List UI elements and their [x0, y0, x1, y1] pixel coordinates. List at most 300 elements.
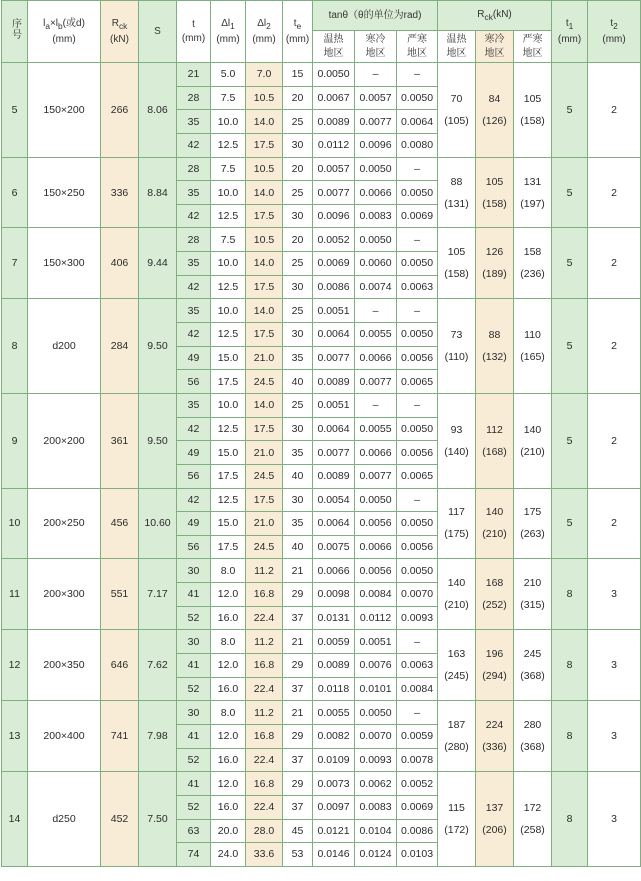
- rck-limit-value: (210): [482, 528, 507, 541]
- delta-l2-value: 24.5: [246, 535, 283, 559]
- t-value: 49: [177, 441, 211, 465]
- t-value: 63: [177, 819, 211, 843]
- delta-l1-value: 7.5: [211, 157, 246, 181]
- delta-l2-value: 10.5: [246, 157, 283, 181]
- tan-warm-value: 0.0064: [313, 323, 355, 347]
- tan-severe-value: 0.0050: [397, 559, 438, 583]
- rck-warm-value: [438, 393, 476, 488]
- te-value: 35: [283, 441, 313, 465]
- delta-l2-value: 21.0: [246, 346, 283, 370]
- tan-cold-value: 0.0066: [355, 535, 397, 559]
- size-value: 150×250: [28, 157, 101, 228]
- t2-value: 3: [588, 630, 641, 701]
- tan-severe-value: 0.0052: [397, 772, 438, 796]
- delta-l2-value: 14.0: [246, 393, 283, 417]
- delta-l1-value: 12.0: [211, 654, 246, 678]
- header-seq: 序号: [2, 1, 28, 63]
- rck-value: 741: [101, 701, 139, 772]
- t1-value: 5: [552, 228, 588, 299]
- rck-cold-value: [476, 157, 514, 228]
- row-number: 8: [2, 299, 28, 394]
- tan-warm-value: 0.0089: [313, 370, 355, 394]
- te-value: 35: [283, 346, 313, 370]
- header-size: $l_a\times l_b$(或d) (mm): [28, 1, 101, 63]
- rck-value: 406: [101, 228, 139, 299]
- te-value: 37: [283, 606, 313, 630]
- tan-warm-value: 0.0077: [313, 346, 355, 370]
- tan-cold-value: 0.0066: [355, 346, 397, 370]
- delta-l2-value: 22.4: [246, 748, 283, 772]
- s-value: 10.60: [139, 488, 177, 559]
- rck-design-value: 84: [488, 92, 501, 105]
- delta-l1-value: 8.0: [211, 701, 246, 725]
- delta-l1-value: 17.5: [211, 370, 246, 394]
- t-value: 41: [177, 772, 211, 796]
- rck-design-value: 105: [447, 246, 466, 259]
- rck-limit-value: (280): [444, 741, 469, 754]
- tan-severe-value: –: [397, 299, 438, 323]
- te-value: 25: [283, 252, 313, 276]
- tan-cold-value: 0.0083: [355, 204, 397, 228]
- tan-cold-value: 0.0124: [355, 843, 397, 867]
- size-value: 200×300: [28, 559, 101, 630]
- t-value: 52: [177, 748, 211, 772]
- s-value: 9.44: [139, 228, 177, 299]
- tan-warm-value: 0.0051: [313, 299, 355, 323]
- t2-value: 2: [588, 299, 641, 394]
- te-value: 37: [283, 748, 313, 772]
- delta-l1-value: 7.5: [211, 228, 246, 252]
- rck-limit-value: (110): [444, 351, 469, 364]
- header-rck: $R_{ck}$ (kN): [101, 1, 139, 63]
- delta-l2-value: 24.5: [246, 370, 283, 394]
- header-t2: $t_2$ (mm): [588, 1, 641, 63]
- tan-severe-value: –: [397, 63, 438, 87]
- delta-l1-value: 16.0: [211, 606, 246, 630]
- te-value: 25: [283, 110, 313, 134]
- header-delta-l2: $\Delta l_2$ (mm): [246, 1, 283, 63]
- tan-warm-value: 0.0109: [313, 748, 355, 772]
- tan-cold-value: 0.0050: [355, 228, 397, 252]
- tan-warm-value: 0.0077: [313, 181, 355, 205]
- te-value: 29: [283, 772, 313, 796]
- tan-severe-value: 0.0056: [397, 346, 438, 370]
- rck-design-value: 168: [485, 577, 504, 590]
- tan-severe-value: 0.0063: [397, 654, 438, 678]
- tan-warm-value: 0.0096: [313, 204, 355, 228]
- row-number: 13: [2, 701, 28, 772]
- delta-l1-value: 15.0: [211, 512, 246, 536]
- size-value: 150×200: [28, 63, 101, 158]
- rck-design-value: 210: [523, 577, 542, 590]
- tan-severe-value: 0.0069: [397, 795, 438, 819]
- tan-severe-value: –: [397, 630, 438, 654]
- te-value: 37: [283, 795, 313, 819]
- t-value: 41: [177, 724, 211, 748]
- size-value: 200×400: [28, 701, 101, 772]
- rck-cold-value: [476, 228, 514, 299]
- rck-design-value: 163: [447, 648, 466, 661]
- te-value: 40: [283, 464, 313, 488]
- delta-l2-value: 22.4: [246, 795, 283, 819]
- t2-value: 3: [588, 559, 641, 630]
- rck-design-value: 187: [447, 719, 466, 732]
- t-value: 30: [177, 559, 211, 583]
- header-rck-cold: 寒冷 地区: [476, 31, 514, 63]
- t-value: 74: [177, 843, 211, 867]
- delta-l2-value: 17.5: [246, 488, 283, 512]
- te-value: 25: [283, 181, 313, 205]
- tan-cold-value: 0.0056: [355, 512, 397, 536]
- table-row: [2, 772, 641, 796]
- table-row: [2, 559, 641, 583]
- t-value: 35: [177, 393, 211, 417]
- tan-cold-value: 0.0055: [355, 417, 397, 441]
- rck-design-value: 110: [524, 329, 541, 342]
- tan-warm-value: 0.0075: [313, 535, 355, 559]
- rck-design-value: 140: [485, 506, 504, 519]
- tan-severe-value: 0.0050: [397, 252, 438, 276]
- delta-l2-value: 17.5: [246, 323, 283, 347]
- tan-warm-value: 0.0112: [313, 133, 355, 157]
- delta-l2-value: 22.4: [246, 677, 283, 701]
- s-value: 7.62: [139, 630, 177, 701]
- tan-cold-value: 0.0077: [355, 370, 397, 394]
- tan-severe-value: 0.0063: [397, 275, 438, 299]
- table-row: [2, 157, 641, 181]
- delta-l1-value: 12.0: [211, 772, 246, 796]
- rck-severe-value: [514, 228, 552, 299]
- rck-limit-value: (252): [482, 599, 507, 612]
- delta-l2-value: 7.0: [246, 63, 283, 87]
- delta-l1-value: 16.0: [211, 748, 246, 772]
- rck-limit-value: (126): [482, 114, 507, 127]
- rck-limit-value: (368): [520, 670, 545, 683]
- tan-cold-value: –: [355, 63, 397, 87]
- tan-cold-value: 0.0083: [355, 795, 397, 819]
- tan-warm-value: 0.0118: [313, 677, 355, 701]
- t2-value: 2: [588, 393, 641, 488]
- t-value: 56: [177, 464, 211, 488]
- rck-limit-value: (294): [482, 670, 507, 683]
- delta-l2-value: 16.8: [246, 772, 283, 796]
- t1-value: 5: [552, 393, 588, 488]
- t-value: 30: [177, 701, 211, 725]
- tan-severe-value: 0.0065: [397, 370, 438, 394]
- delta-l1-value: 17.5: [211, 464, 246, 488]
- table-row: [2, 701, 641, 725]
- rck-design-value: 93: [450, 423, 463, 436]
- header-rck-warm: 温热 地区: [438, 31, 476, 63]
- delta-l2-value: 16.8: [246, 654, 283, 678]
- t2-value: 2: [588, 157, 641, 228]
- delta-l1-value: 12.5: [211, 275, 246, 299]
- s-value: 7.98: [139, 701, 177, 772]
- t-value: 35: [177, 252, 211, 276]
- table-body: [2, 63, 641, 867]
- te-value: 30: [283, 133, 313, 157]
- delta-l2-value: 11.2: [246, 559, 283, 583]
- header-s: S: [139, 1, 177, 63]
- t-value: 21: [177, 63, 211, 87]
- row-number: 14: [2, 772, 28, 867]
- header-tan-group: tanθ（θ的单位为rad): [313, 1, 438, 31]
- s-value: 9.50: [139, 299, 177, 394]
- tan-severe-value: –: [397, 701, 438, 725]
- tan-severe-value: 0.0070: [397, 583, 438, 607]
- t2-value: 2: [588, 228, 641, 299]
- rck-cold-value: [476, 559, 514, 630]
- te-value: 15: [283, 63, 313, 87]
- delta-l2-value: 21.0: [246, 512, 283, 536]
- rck-warm-value: [438, 228, 476, 299]
- tan-warm-value: 0.0077: [313, 441, 355, 465]
- te-value: 35: [283, 512, 313, 536]
- rck-design-value: 131: [523, 175, 542, 188]
- rck-warm-value: [438, 63, 476, 158]
- tan-cold-value: –: [355, 393, 397, 417]
- rck-design-value: 105: [485, 175, 504, 188]
- rck-cold-value: [476, 772, 514, 867]
- delta-l1-value: 16.0: [211, 677, 246, 701]
- tan-warm-value: 0.0089: [313, 654, 355, 678]
- size-value: 200×250: [28, 488, 101, 559]
- rck-design-value: 88: [488, 329, 501, 342]
- tan-warm-value: 0.0097: [313, 795, 355, 819]
- t-value: 42: [177, 133, 211, 157]
- rck-severe-value: [514, 63, 552, 158]
- size-value: 150×300: [28, 228, 101, 299]
- tan-warm-value: 0.0086: [313, 275, 355, 299]
- rck-warm-value: [438, 488, 476, 559]
- delta-l2-value: 16.8: [246, 724, 283, 748]
- tan-warm-value: 0.0146: [313, 843, 355, 867]
- tan-severe-value: 0.0069: [397, 204, 438, 228]
- rck-limit-value: (158): [444, 268, 469, 281]
- header-tan-warm: 温热 地区: [313, 31, 355, 63]
- tan-cold-value: 0.0077: [355, 110, 397, 134]
- t1-value: 5: [552, 63, 588, 158]
- tan-cold-value: 0.0070: [355, 724, 397, 748]
- header-tan-cold: 寒冷 地区: [355, 31, 397, 63]
- te-value: 25: [283, 393, 313, 417]
- row-number: 6: [2, 157, 28, 228]
- delta-l1-value: 5.0: [211, 63, 246, 87]
- rck-value: 361: [101, 393, 139, 488]
- rck-limit-value: (189): [482, 268, 507, 281]
- tan-warm-value: 0.0131: [313, 606, 355, 630]
- rck-value: 452: [101, 772, 139, 867]
- delta-l2-value: 33.6: [246, 843, 283, 867]
- rck-design-value: 112: [486, 423, 503, 436]
- rck-design-value: 88: [450, 175, 463, 188]
- delta-l1-value: 12.5: [211, 133, 246, 157]
- t2-value: 2: [588, 63, 641, 158]
- t-value: 35: [177, 299, 211, 323]
- delta-l2-value: 10.5: [246, 86, 283, 110]
- tan-cold-value: 0.0056: [355, 559, 397, 583]
- rck-warm-value: [438, 559, 476, 630]
- t-value: 52: [177, 677, 211, 701]
- tan-warm-value: 0.0121: [313, 819, 355, 843]
- rck-limit-value: (206): [482, 824, 507, 836]
- te-value: 21: [283, 701, 313, 725]
- t2-value: 3: [588, 772, 641, 867]
- t-value: 52: [177, 795, 211, 819]
- rck-limit-value: (131): [444, 197, 469, 210]
- delta-l1-value: 17.5: [211, 535, 246, 559]
- tan-cold-value: 0.0057: [355, 86, 397, 110]
- bearing-spec-table: [1, 0, 641, 867]
- rck-limit-value: (336): [482, 741, 507, 754]
- tan-cold-value: 0.0076: [355, 654, 397, 678]
- tan-severe-value: –: [397, 228, 438, 252]
- rck-limit-value: (368): [520, 741, 545, 754]
- tan-severe-value: 0.0078: [397, 748, 438, 772]
- tan-cold-value: 0.0060: [355, 252, 397, 276]
- rck-severe-value: [514, 393, 552, 488]
- te-value: 40: [283, 535, 313, 559]
- tan-cold-value: 0.0074: [355, 275, 397, 299]
- rck-value: 551: [101, 559, 139, 630]
- tan-warm-value: 0.0051: [313, 393, 355, 417]
- te-value: 20: [283, 157, 313, 181]
- t-value: 41: [177, 654, 211, 678]
- header-te: $t_e$ (mm): [283, 1, 313, 63]
- delta-l2-value: 11.2: [246, 701, 283, 725]
- rck-limit-value: (140): [444, 445, 469, 458]
- rck-cold-value: [476, 299, 514, 394]
- delta-l2-value: 14.0: [246, 110, 283, 134]
- size-value: d250: [28, 772, 101, 867]
- rck-limit-value: (175): [444, 528, 469, 541]
- delta-l1-value: 8.0: [211, 559, 246, 583]
- te-value: 30: [283, 417, 313, 441]
- tan-severe-value: 0.0064: [397, 110, 438, 134]
- delta-l1-value: 10.0: [211, 393, 246, 417]
- tan-severe-value: 0.0059: [397, 724, 438, 748]
- t1-value: 5: [552, 157, 588, 228]
- rck-design-value: 117: [448, 506, 465, 519]
- delta-l2-value: 14.0: [246, 181, 283, 205]
- tan-severe-value: 0.0084: [397, 677, 438, 701]
- t-value: 35: [177, 110, 211, 134]
- tan-cold-value: 0.0066: [355, 441, 397, 465]
- rck-design-value: 115: [448, 802, 465, 814]
- delta-l2-value: 17.5: [246, 133, 283, 157]
- rck-design-value: 140: [523, 423, 542, 436]
- t-value: 42: [177, 417, 211, 441]
- te-value: 20: [283, 228, 313, 252]
- delta-l2-value: 22.4: [246, 606, 283, 630]
- te-value: 40: [283, 370, 313, 394]
- t-value: 49: [177, 512, 211, 536]
- rck-cold-value: [476, 393, 514, 488]
- tan-severe-value: 0.0050: [397, 86, 438, 110]
- rck-design-value: 140: [447, 577, 466, 590]
- rck-warm-value: [438, 299, 476, 394]
- t-value: 42: [177, 204, 211, 228]
- delta-l1-value: 8.0: [211, 630, 246, 654]
- rck-cold-value: [476, 701, 514, 772]
- tan-cold-value: 0.0104: [355, 819, 397, 843]
- rck-limit-value: (165): [520, 351, 545, 364]
- rck-design-value: 158: [523, 246, 542, 259]
- t1-value: 8: [552, 559, 588, 630]
- tan-warm-value: 0.0050: [313, 63, 355, 87]
- row-number: 10: [2, 488, 28, 559]
- te-value: 45: [283, 819, 313, 843]
- delta-l2-value: 17.5: [246, 275, 283, 299]
- size-value: d200: [28, 299, 101, 394]
- delta-l2-value: 14.0: [246, 299, 283, 323]
- tan-severe-value: 0.0056: [397, 441, 438, 465]
- t-value: 42: [177, 488, 211, 512]
- t-value: 28: [177, 157, 211, 181]
- rck-limit-value: (197): [520, 197, 545, 210]
- tan-severe-value: –: [397, 488, 438, 512]
- tan-cold-value: 0.0051: [355, 630, 397, 654]
- rck-limit-value: (258): [520, 824, 545, 836]
- rck-design-value: 126: [485, 246, 504, 259]
- rck-warm-value: [438, 630, 476, 701]
- tan-cold-value: 0.0084: [355, 583, 397, 607]
- t-value: 42: [177, 275, 211, 299]
- rck-design-value: 196: [485, 648, 504, 661]
- delta-l2-value: 10.5: [246, 228, 283, 252]
- t-value: 41: [177, 583, 211, 607]
- tan-warm-value: 0.0052: [313, 228, 355, 252]
- rck-cold-value: [476, 488, 514, 559]
- te-value: 30: [283, 488, 313, 512]
- rck-limit-value: (263): [520, 528, 545, 541]
- t1-value: 5: [552, 488, 588, 559]
- tan-severe-value: 0.0093: [397, 606, 438, 630]
- tan-warm-value: 0.0057: [313, 157, 355, 181]
- table-row: [2, 393, 641, 417]
- t-value: 42: [177, 323, 211, 347]
- delta-l1-value: 10.0: [211, 299, 246, 323]
- rck-limit-value: (236): [520, 268, 545, 281]
- tan-cold-value: 0.0050: [355, 157, 397, 181]
- tan-warm-value: 0.0064: [313, 512, 355, 536]
- delta-l1-value: 15.0: [211, 441, 246, 465]
- delta-l1-value: 20.0: [211, 819, 246, 843]
- s-value: 8.06: [139, 63, 177, 158]
- rck-design-value: 70: [450, 92, 463, 105]
- t-value: 30: [177, 630, 211, 654]
- rck-limit-value: (245): [444, 670, 469, 683]
- rck-design-value: 137: [485, 802, 504, 814]
- tan-cold-value: 0.0055: [355, 323, 397, 347]
- delta-l1-value: 10.0: [211, 252, 246, 276]
- rck-design-value: 280: [523, 719, 542, 732]
- size-value: 200×350: [28, 630, 101, 701]
- rck-warm-value: [438, 772, 476, 867]
- delta-l2-value: 21.0: [246, 441, 283, 465]
- rck-severe-value: [514, 488, 552, 559]
- header-rck-severe: 严寒 地区: [514, 31, 552, 63]
- header-delta-l1: $\Delta l_1$ (mm): [211, 1, 246, 63]
- te-value: 25: [283, 299, 313, 323]
- tan-severe-value: 0.0056: [397, 535, 438, 559]
- te-value: 30: [283, 275, 313, 299]
- t1-value: 8: [552, 630, 588, 701]
- rck-limit-value: (168): [482, 445, 507, 458]
- te-value: 53: [283, 843, 313, 867]
- delta-l1-value: 16.0: [211, 795, 246, 819]
- delta-l1-value: 7.5: [211, 86, 246, 110]
